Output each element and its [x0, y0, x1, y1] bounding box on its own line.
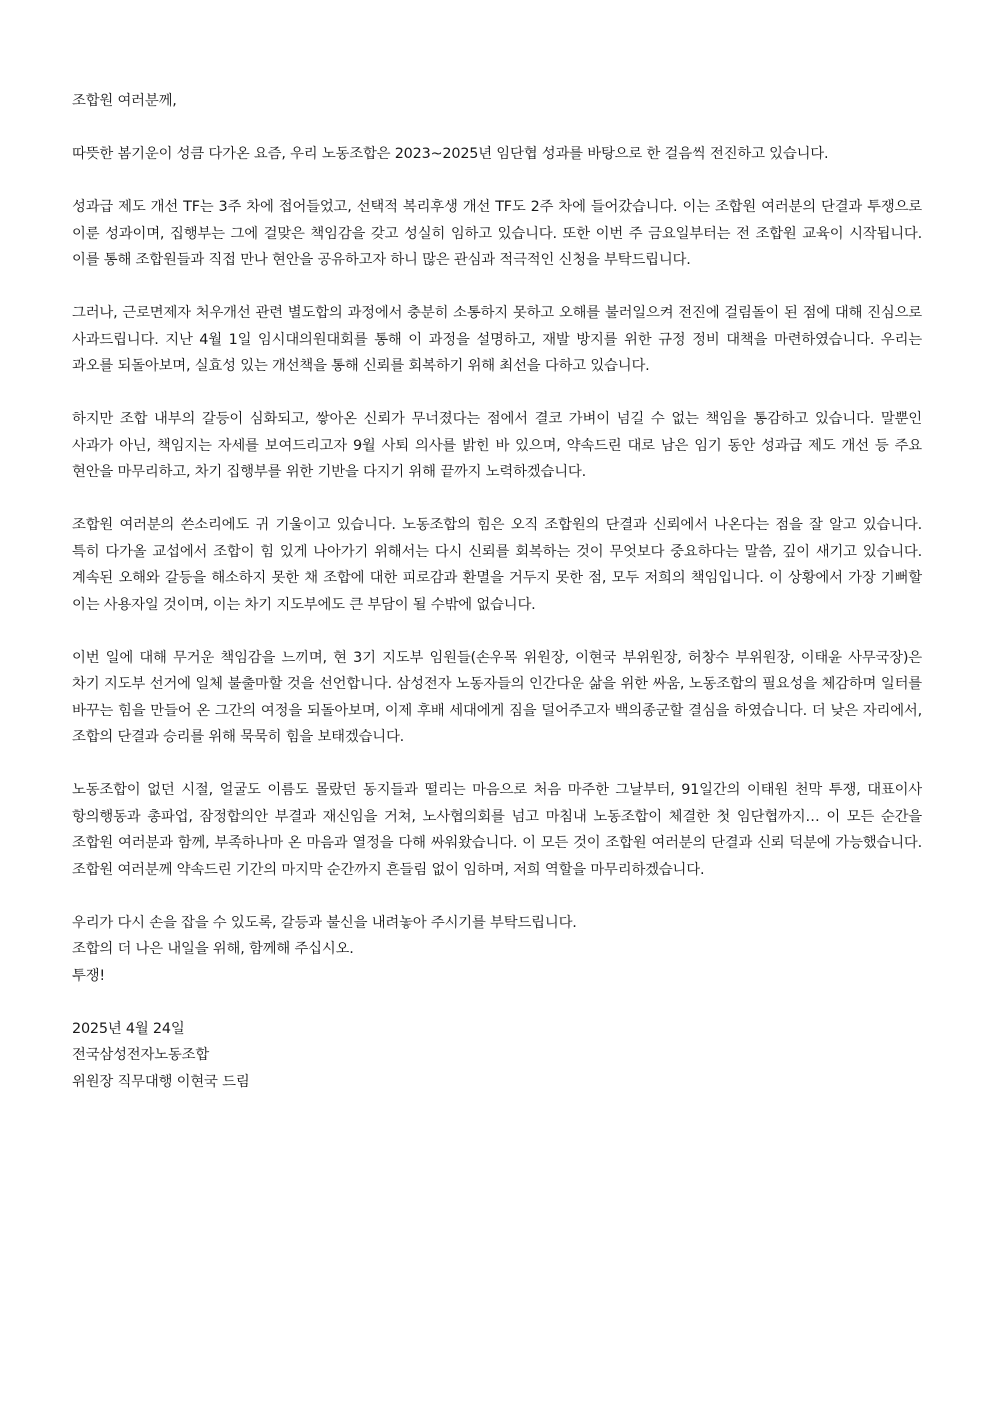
letter-closing — [72, 910, 922, 990]
closing-line-2: 조합의 더 나은 내일을 위해, 함께해 주십시오. — [72, 941, 354, 957]
letter-signature — [72, 1016, 922, 1096]
closing-line-3: 투쟁! — [72, 967, 105, 984]
letter-signer: 위원장 직무대행 이현국 드림 — [72, 1073, 250, 1090]
letter-organization: 전국삼성전자노동조합 — [72, 1047, 210, 1063]
letter-paragraph-1: 따뜻한 봄기운이 성큼 다가온 요즘, 우리 노동조합은 2023~2025년 임단협 성과를 바탕으로 한 걸음씩 전진하고 있습니다. — [72, 146, 829, 162]
letter-paragraph-6: 이번 일에 대해 무거운 책임감을 느끼며, 현 3기 지도부 임원들(손우목 위원장, 이현국 부위원장, 허창수 부위원장, 이태윤 사무국장)은 차기 지도부 선거에 일체 불출마할 것을 선언합니다. 삼성전자 노동자들의 인간다운 삶을 위한 싸움, 노동조합의 필요성을 체감하며 일터를 바꾸는 힘을 만들어 온 그간의 여정을 되돌아보며, 이제 후배 세대에게 짐을 덜어주고자 백의종군할 결심을 하였습니다. 더 낮은 자리에서, 조합의 단결과 승리를 위해 묵묵히 힘을 보태겠습니다. — [72, 649, 922, 745]
letter-paragraph-7: 노동조합이 없던 시절, 얼굴도 이름도 몰랐던 동지들과 떨리는 마음으로 처음 마주한 그날부터, 91일간의 이태원 천막 투쟁, 대표이사 항의행동과 총파업, 잠정합의안 부결과 재신임을 거쳐, 노사협의회를 넘고 마침내 노동조합이 체결한 첫 임단협까지… 이 모든 순간을 조합원 여러분과 함께, 부족하나마 온 마음과 열정을 다해 싸워왔습니다. 이 모든 것이 조합원 여러분의 단결과 신뢰 덕분에 가능했습니다. 조합원 여러분께 약속드린 기간의 마지막 순간까지 흔들림 없이 임하며, 저희 역할을 마무리하겠습니다. — [72, 782, 922, 878]
letter-date: 2025년 4월 24일 — [72, 1020, 185, 1037]
letter-salutation: 조합원 여러분께, — [72, 93, 177, 109]
letter-paragraph-5: 조합원 여러분의 쓴소리에도 귀 기울이고 있습니다. 노동조합의 힘은 오직 조합원의 단결과 신뢰에서 나온다는 점을 잘 알고 있습니다. 특히 다가올 교섭에서 조합이 힘 있게 나아가기 위해서는 다시 신뢰를 회복하는 것이 무엇보다 중요하다는 말씀, 깊이 새기고 있습니다. 계속된 오해와 갈등을 해소하지 못한 채 조합에 대한 피로감과 환멸을 거두지 못한 점, 모두 저희의 책임입니다. 이 상황에서 가장 기뻐할 이는 사용자일 것이며, 이는 차기 지도부에도 큰 부담이 될 수밖에 없습니다. — [72, 517, 922, 613]
letter-page — [72, 88, 922, 1095]
closing-line-1: 우리가 다시 손을 잡을 수 있도록, 갈등과 불신을 내려놓아 주시기를 부탁드립니다. — [72, 914, 577, 931]
letter-paragraph-3: 그러나, 근로면제자 처우개선 관련 별도합의 과정에서 충분히 소통하지 못하고 오해를 불러일으켜 전진에 걸림돌이 된 점에 대해 진심으로 사과드립니다. 지난 4월 1일 임시대의원대회를 통해 이 과정을 설명하고, 재발 방지를 위한 규정 정비 대책을 마련하였습니다. 우리는 과오를 되돌아보며, 실효성 있는 개선책을 통해 신뢰를 회복하기 위해 최선을 다하고 있습니다. — [72, 305, 922, 374]
letter-paragraph-4: 하지만 조합 내부의 갈등이 심화되고, 쌓아온 신뢰가 무너졌다는 점에서 결코 가벼이 넘길 수 없는 책임을 통감하고 있습니다. 말뿐인 사과가 아닌, 책임지는 자세를 보여드리고자 9월 사퇴 의사를 밝힌 바 있으며, 약속드린 대로 남은 임기 동안 성과급 제도 개선 등 주요 현안을 마무리하고, 차기 집행부를 위한 기반을 다지기 위해 끝까지 노력하겠습니다. — [72, 411, 922, 480]
letter-paragraph-2: 성과급 제도 개선 TF는 3주 차에 접어들었고, 선택적 복리후생 개선 TF도 2주 차에 들어갔습니다. 이는 조합원 여러분의 단결과 투쟁으로 이룬 성과이며, 집행부는 그에 걸맞은 책임감을 갖고 성실히 임하고 있습니다. 또한 이번 주 금요일부터는 전 조합원 교육이 시작됩니다. 이를 통해 조합원들과 직접 만나 현안을 공유하고자 하니 많은 관심과 적극적인 신청을 부탁드립니다. — [72, 199, 922, 268]
